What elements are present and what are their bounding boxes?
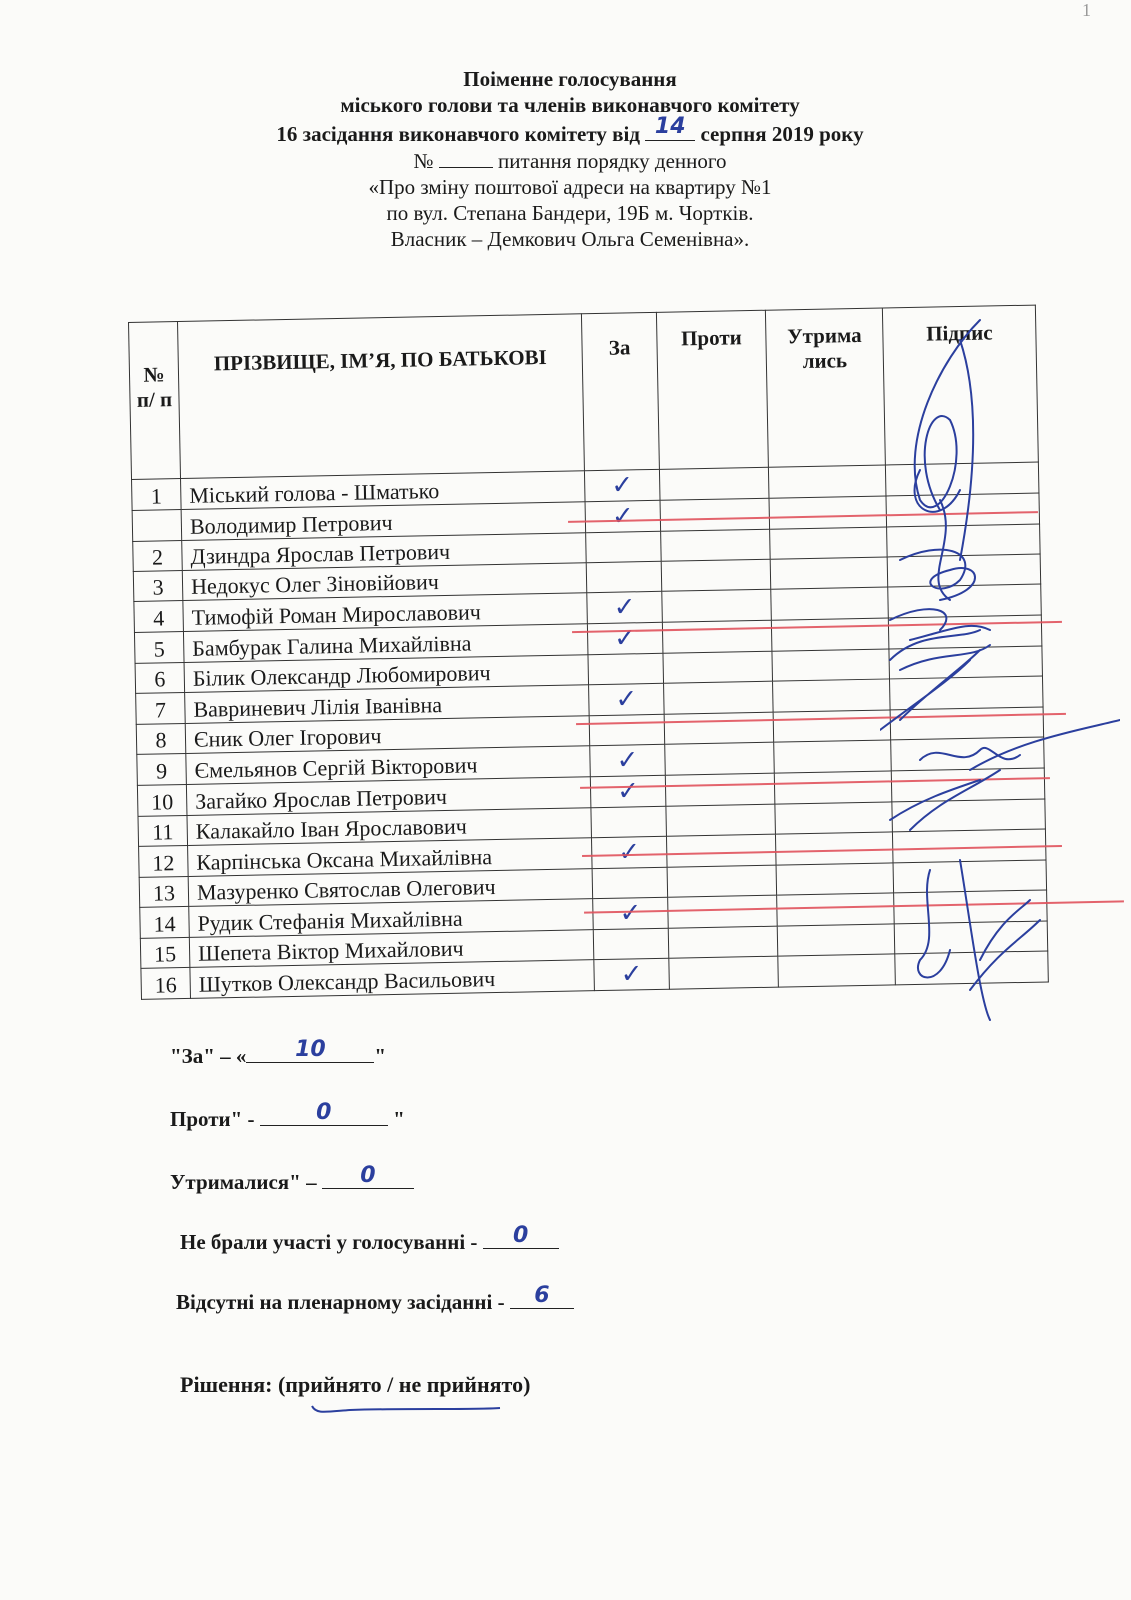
row-number: 10	[137, 784, 187, 816]
row-number: 7	[136, 692, 186, 724]
vote-against-cell	[665, 773, 775, 806]
vote-against-cell	[665, 742, 775, 775]
vote-against-cell	[659, 467, 769, 500]
header-subtitle: міського голови та членів виконавчого комітету	[340, 93, 800, 117]
tally-abstain-label: Утрималися" –	[170, 1170, 317, 1194]
tally-absent-field	[510, 1283, 574, 1309]
vote-for-mark: ✓	[587, 591, 663, 623]
vote-against-cell	[667, 865, 777, 897]
tally-abstain-line	[170, 1163, 414, 1195]
member-name: Шепета Віктор Михайлович	[189, 930, 594, 968]
row-number: 16	[141, 967, 191, 999]
vote-for-mark: ✓	[590, 775, 666, 807]
col-against-header: Проти	[656, 310, 768, 469]
vote-against-cell	[661, 559, 771, 591]
col-abstain-header: Утрима лись	[765, 308, 885, 467]
tally-against-value: 0	[316, 1100, 332, 1125]
vote-abstain-cell	[770, 527, 888, 559]
decision-underline-scribble	[310, 1402, 510, 1416]
tally-absent-value: 6	[534, 1283, 550, 1308]
row-number: 13	[139, 876, 189, 907]
signatures-scribble	[880, 300, 1120, 1040]
tally-for-value: 10	[295, 1037, 326, 1062]
vote-for-mark	[593, 928, 669, 959]
vote-for-mark: ✓	[593, 897, 669, 929]
row-number: 6	[135, 662, 185, 693]
member-name: Шутков Олександр Васильович	[190, 960, 595, 999]
member-name: Калакайло Іван Ярославович	[187, 808, 592, 846]
vote-for-mark	[589, 714, 665, 745]
vote-against-cell	[668, 895, 778, 928]
tally-absent-label: Відсутні на пленарному засіданні -	[176, 1290, 505, 1314]
vote-against-cell	[663, 651, 773, 683]
vote-for-mark: ✓	[594, 958, 670, 990]
vote-abstain-cell	[777, 924, 895, 956]
member-name: Єник Олег Ігорович	[185, 716, 590, 754]
member-name: Рудик Стефанія Михайлівна	[189, 899, 594, 938]
vote-abstain-cell	[771, 587, 889, 620]
tally-not-voting-value: 0	[513, 1223, 529, 1248]
header-title: Поіменне голосування	[463, 67, 677, 91]
tally-not-voting-field	[483, 1223, 559, 1249]
member-name: Карпінська Оксана Михайлівна	[188, 838, 593, 877]
col-number-header: № п/ п	[129, 322, 181, 480]
vote-abstain-cell	[773, 710, 891, 742]
row-number: 12	[139, 845, 189, 877]
member-name: Білик Олександр Любомирович	[184, 655, 589, 693]
member-name: Володимир Петрович	[181, 502, 586, 541]
vote-against-cell	[666, 804, 776, 836]
member-name: Тимофій Роман Мирославович	[183, 593, 588, 632]
vote-against-cell	[664, 712, 774, 744]
tally-for-field	[246, 1037, 374, 1063]
tally-for-line	[170, 1037, 387, 1069]
row-number: 14	[140, 906, 190, 938]
session-text: 16 засідання виконавчого комітету від	[276, 122, 640, 146]
vote-for-mark	[586, 531, 662, 562]
vote-abstain-cell	[770, 557, 888, 589]
agenda-topic-line2: по вул. Степана Бандери, 19Б м. Чортків.	[386, 201, 754, 225]
vote-abstain-cell	[777, 893, 895, 926]
vote-against-cell	[669, 956, 779, 989]
agenda-number-line	[240, 147, 900, 174]
tally-not-voting-line	[180, 1223, 559, 1255]
member-name: Бамбурак Галина Михайлівна	[183, 624, 588, 663]
session-day-field	[645, 114, 695, 141]
document-header	[240, 66, 900, 252]
member-name: Мазуренко Святослав Олегович	[188, 869, 593, 907]
vote-against-cell	[668, 926, 778, 958]
vote-for-mark	[591, 806, 667, 837]
vote-abstain-cell	[771, 618, 889, 651]
vote-against-cell	[662, 589, 772, 622]
number-sign: №	[413, 149, 434, 173]
tally-against-field	[260, 1100, 388, 1126]
row-number: 11	[138, 815, 188, 846]
vote-against-cell	[660, 498, 770, 531]
tally-for-close: "	[374, 1044, 387, 1068]
tally-against-close: "	[393, 1107, 405, 1131]
row-number: 15	[140, 937, 190, 968]
col-name-header: ПРІЗВИЩЕ, ІМ’Я, ПО БАТЬКОВІ	[178, 314, 585, 479]
vote-for-mark: ✓	[585, 500, 661, 532]
vote-abstain-cell	[778, 954, 896, 987]
tally-for-label: "За" – «	[170, 1044, 247, 1068]
row-number: 2	[133, 541, 183, 572]
vote-for-mark	[586, 561, 662, 592]
vote-for-mark: ✓	[591, 836, 667, 868]
header-session-line	[240, 114, 900, 147]
member-name: Вавриневич Лілія Іванівна	[185, 685, 590, 724]
vote-abstain-cell	[774, 771, 892, 804]
member-name: Загайко Ярослав Петрович	[186, 777, 591, 816]
vote-abstain-cell	[773, 679, 891, 712]
row-number	[132, 510, 182, 542]
tally-against-line	[170, 1100, 405, 1132]
agenda-number-field	[439, 147, 493, 168]
row-number: 3	[133, 571, 183, 602]
vote-against-cell	[661, 529, 771, 561]
tally-not-voting-label: Не брали участі у голосуванні -	[180, 1230, 478, 1254]
vote-abstain-cell	[768, 465, 886, 498]
page-corner-mark: 1	[1082, 0, 1091, 20]
row-number: 4	[134, 600, 184, 632]
col-for-header: За	[581, 312, 659, 470]
decision-line: Рішення: (прийнято / не прийнято)	[180, 1372, 531, 1397]
vote-against-cell	[664, 681, 774, 714]
vote-abstain-cell	[776, 863, 894, 895]
tally-against-label: Проти" -	[170, 1107, 255, 1131]
agenda-topic-line1: «Про зміну поштової адреси на квартиру №1	[368, 175, 772, 199]
tally-abstain-value: 0	[360, 1163, 376, 1188]
session-day-handwritten: 14	[654, 114, 686, 139]
session-date-text: серпня 2019 року	[700, 122, 864, 146]
vote-against-cell	[662, 620, 772, 653]
tally-absent-line	[176, 1283, 574, 1315]
vote-for-mark: ✓	[589, 683, 665, 715]
vote-abstain-cell	[772, 649, 890, 681]
member-name: Міський голова - Шматько	[181, 471, 586, 510]
row-number: 1	[132, 479, 182, 511]
row-number: 5	[134, 631, 184, 663]
vote-for-mark: ✓	[584, 469, 660, 501]
vote-abstain-cell	[774, 740, 892, 773]
member-name: Дзиндра Ярослав Петрович	[182, 533, 587, 571]
member-name: Недокус Олег Зіновійович	[182, 563, 587, 601]
col-signature-header: Підпис	[882, 305, 1038, 465]
vote-for-mark	[592, 867, 668, 898]
vote-abstain-cell	[775, 802, 893, 834]
row-number: 8	[136, 723, 186, 754]
vote-for-mark	[588, 653, 664, 684]
member-name: Ємельянов Сергій Вікторович	[186, 746, 591, 785]
agenda-text: питання порядку денного	[498, 149, 727, 173]
row-number: 9	[137, 753, 187, 785]
vote-for-mark: ✓	[587, 622, 663, 654]
vote-for-mark: ✓	[590, 744, 666, 776]
agenda-topic-line3: Власник – Демкович Ольга Семенівна».	[390, 227, 750, 251]
vote-abstain-cell	[769, 496, 887, 529]
tally-abstain-field	[322, 1163, 414, 1189]
